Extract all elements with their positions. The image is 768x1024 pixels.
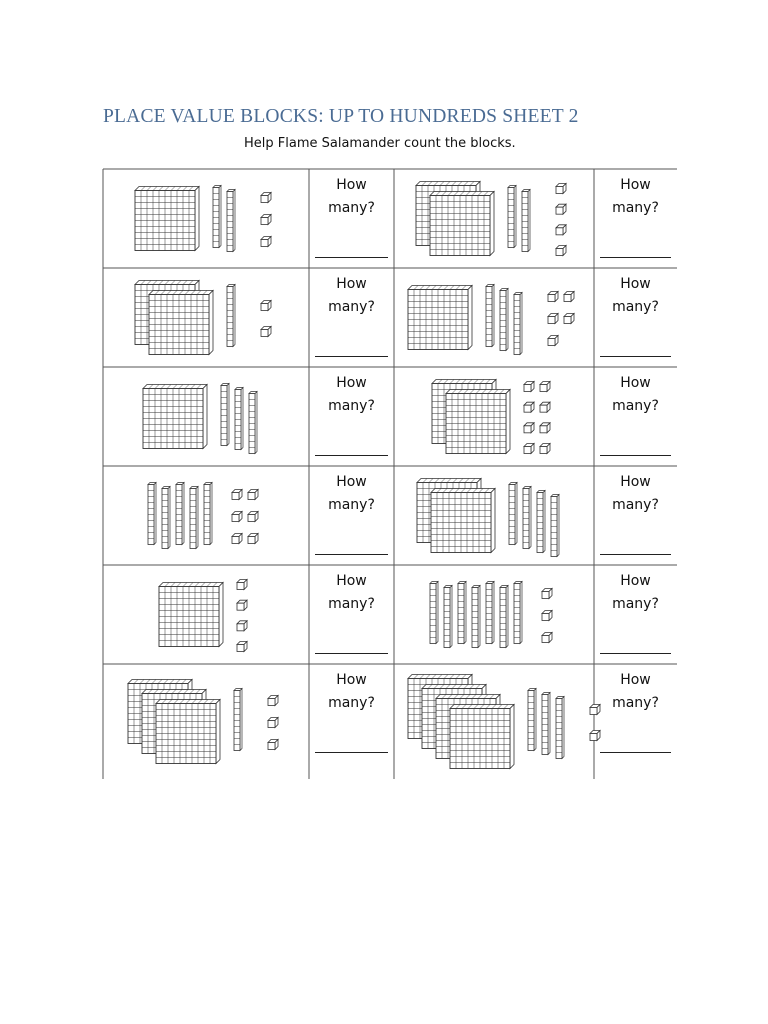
ten-rod xyxy=(486,285,494,347)
ten-rod xyxy=(234,689,242,751)
how-many-line2: many? xyxy=(328,497,375,513)
one-cube xyxy=(268,696,278,706)
one-cube xyxy=(261,193,271,203)
one-cube xyxy=(540,402,550,412)
one-cube xyxy=(542,589,552,599)
one-cube xyxy=(548,314,558,324)
one-cube xyxy=(524,423,534,433)
answer-blank[interactable] xyxy=(600,752,671,753)
one-cube xyxy=(556,225,566,235)
ten-rod xyxy=(472,586,480,648)
one-cube xyxy=(268,718,278,728)
problem-3-blocks xyxy=(135,281,271,355)
ten-rod xyxy=(190,487,198,549)
problem-10-blocks xyxy=(430,582,552,648)
how-many-label xyxy=(309,372,394,418)
one-cube xyxy=(524,382,534,392)
answer-blank[interactable] xyxy=(315,554,388,555)
how-many-label xyxy=(309,174,394,220)
how-many-label xyxy=(594,174,677,220)
one-cube xyxy=(248,512,258,522)
one-cube xyxy=(556,246,566,256)
hundred-flat xyxy=(408,286,472,350)
ten-rod xyxy=(509,483,517,545)
answer-blank[interactable] xyxy=(600,257,671,258)
ten-rod xyxy=(148,483,156,545)
one-cube xyxy=(540,382,550,392)
how-many-label xyxy=(594,570,677,616)
how-many-label xyxy=(309,273,394,319)
one-cube xyxy=(556,184,566,194)
one-cube xyxy=(590,731,600,741)
answer-blank[interactable] xyxy=(315,752,388,753)
hundred-flat xyxy=(431,489,495,553)
ten-rod xyxy=(486,582,494,644)
answer-blank[interactable] xyxy=(315,653,388,654)
one-cube xyxy=(261,301,271,311)
ten-rod xyxy=(522,190,530,252)
how-many-line2: many? xyxy=(328,398,375,414)
ten-rod xyxy=(162,487,170,549)
worksheet-title: PLACE VALUE BLOCKS: UP TO HUNDREDS SHEET 2 xyxy=(103,106,579,127)
answer-blank[interactable] xyxy=(600,554,671,555)
how-many-line1: How xyxy=(620,177,651,193)
problem-9-blocks xyxy=(159,580,247,652)
how-many-line1: How xyxy=(620,573,651,589)
hundred-flat xyxy=(159,583,223,647)
how-many-line1: How xyxy=(336,276,367,292)
how-many-line2: many? xyxy=(612,596,659,612)
hundred-flat xyxy=(446,390,510,454)
answer-blank[interactable] xyxy=(600,356,671,357)
problem-4-blocks xyxy=(408,285,574,355)
ten-rod xyxy=(458,582,466,644)
how-many-line1: How xyxy=(620,375,651,391)
one-cube xyxy=(261,215,271,225)
answer-blank[interactable] xyxy=(600,455,671,456)
how-many-line1: How xyxy=(336,573,367,589)
worksheet-subtitle: Help Flame Salamander count the blocks. xyxy=(244,136,516,151)
hundred-flat xyxy=(149,291,213,355)
hundred-flat xyxy=(450,705,514,769)
problem-6-blocks xyxy=(432,380,550,454)
how-many-line2: many? xyxy=(612,299,659,315)
how-many-line2: many? xyxy=(328,695,375,711)
answer-blank[interactable] xyxy=(315,356,388,357)
how-many-line1: How xyxy=(620,474,651,490)
one-cube xyxy=(268,740,278,750)
ten-rod xyxy=(176,483,184,545)
problem-12-blocks xyxy=(408,675,600,769)
one-cube xyxy=(524,402,534,412)
ten-rod xyxy=(514,293,522,355)
how-many-line2: many? xyxy=(612,200,659,216)
how-many-line2: many? xyxy=(612,497,659,513)
ten-rod xyxy=(537,491,545,553)
one-cube xyxy=(261,327,271,337)
hundred-flat xyxy=(143,385,207,449)
problem-1-blocks xyxy=(135,186,271,252)
one-cube xyxy=(237,621,247,631)
how-many-line2: many? xyxy=(612,695,659,711)
hundred-flat xyxy=(430,192,494,256)
ten-rod xyxy=(551,495,559,557)
one-cube xyxy=(556,204,566,214)
ten-rod xyxy=(523,487,531,549)
ten-rod xyxy=(514,582,522,644)
one-cube xyxy=(232,490,242,500)
how-many-line1: How xyxy=(336,375,367,391)
how-many-label xyxy=(594,273,677,319)
one-cube xyxy=(232,534,242,544)
ten-rod xyxy=(221,384,229,446)
ten-rod xyxy=(204,483,212,545)
ten-rod xyxy=(430,582,438,644)
ten-rod xyxy=(556,697,564,759)
how-many-label xyxy=(309,570,394,616)
answer-blank[interactable] xyxy=(315,455,388,456)
one-cube xyxy=(548,336,558,346)
problem-2-blocks xyxy=(416,182,566,256)
how-many-line2: many? xyxy=(328,299,375,315)
how-many-line2: many? xyxy=(328,200,375,216)
problem-8-blocks xyxy=(417,479,559,557)
how-many-line2: many? xyxy=(612,398,659,414)
how-many-label xyxy=(594,372,677,418)
one-cube xyxy=(564,314,574,324)
one-cube xyxy=(540,444,550,454)
one-cube xyxy=(248,534,258,544)
how-many-line2: many? xyxy=(328,596,375,612)
hundred-flat xyxy=(156,700,220,764)
ten-rod xyxy=(235,388,243,450)
one-cube xyxy=(248,490,258,500)
ten-rod xyxy=(227,190,235,252)
answer-blank[interactable] xyxy=(600,653,671,654)
ten-rod xyxy=(542,693,550,755)
how-many-line1: How xyxy=(336,672,367,688)
one-cube xyxy=(542,633,552,643)
one-cube xyxy=(237,642,247,652)
one-cube xyxy=(237,600,247,610)
one-cube xyxy=(540,423,550,433)
ten-rod xyxy=(508,186,516,248)
ten-rod xyxy=(213,186,221,248)
hundred-flat xyxy=(135,187,199,251)
how-many-label xyxy=(594,669,677,715)
how-many-label xyxy=(594,471,677,517)
how-many-label xyxy=(309,669,394,715)
one-cube xyxy=(232,512,242,522)
how-many-label xyxy=(309,471,394,517)
ten-rod xyxy=(528,689,536,751)
ten-rod xyxy=(249,392,257,454)
one-cube xyxy=(261,237,271,247)
ten-rod xyxy=(500,586,508,648)
problem-5-blocks xyxy=(143,384,257,454)
one-cube xyxy=(548,292,558,302)
ten-rod xyxy=(500,289,508,351)
ten-rod xyxy=(444,586,452,648)
one-cube xyxy=(564,292,574,302)
how-many-line1: How xyxy=(620,276,651,292)
how-many-line1: How xyxy=(620,672,651,688)
one-cube xyxy=(524,444,534,454)
one-cube xyxy=(542,611,552,621)
problem-7-blocks xyxy=(148,483,258,549)
how-many-line1: How xyxy=(336,177,367,193)
how-many-line1: How xyxy=(336,474,367,490)
ten-rod xyxy=(227,285,235,347)
problem-11-blocks xyxy=(128,680,278,764)
answer-blank[interactable] xyxy=(315,257,388,258)
one-cube xyxy=(237,580,247,590)
